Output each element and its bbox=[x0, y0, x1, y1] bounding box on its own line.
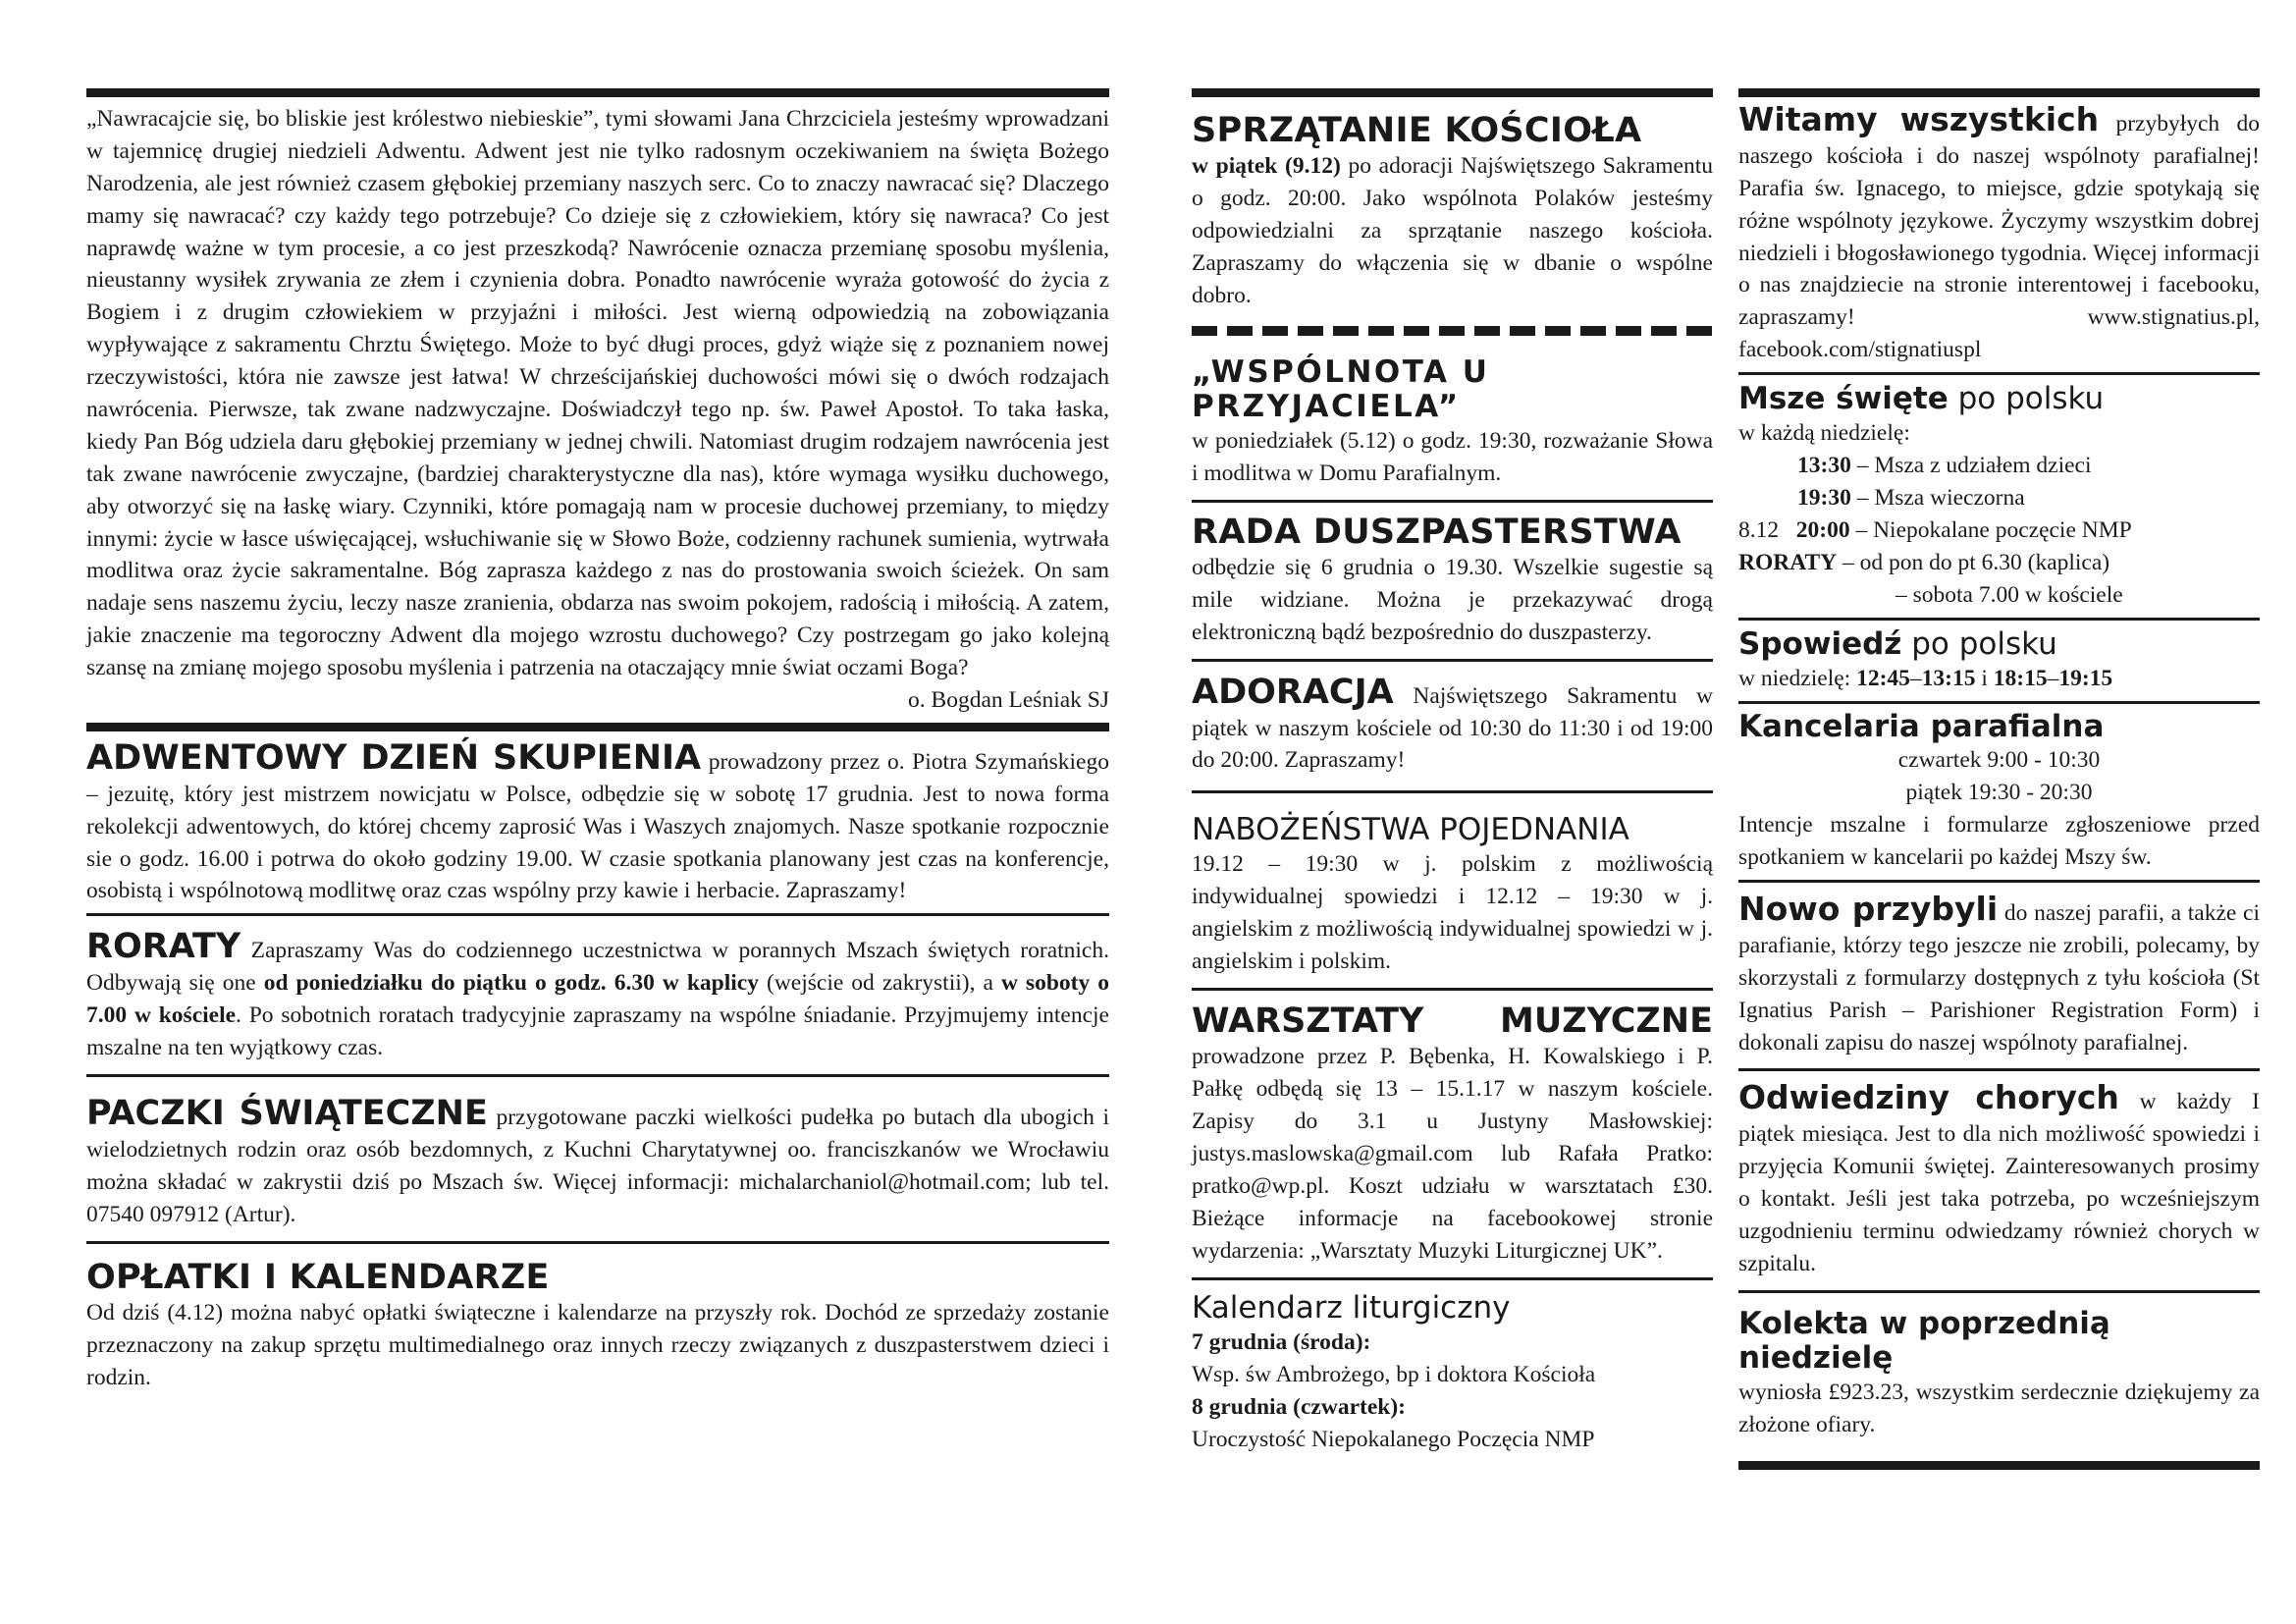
spowiedz-sep: – bbox=[1909, 665, 1922, 691]
rada-text: odbędzie się 6 grudnia o 19.30. Wszelkie sugestie są mile widziane. Można je przekazywać drogą elektroniczną bądź bezpośrednio do duszpasterzy. bbox=[1192, 555, 1713, 645]
warsztaty-section bbox=[1192, 1001, 1713, 1268]
warsztaty-heading: WARSZTATY MUZYCZNE bbox=[1192, 1001, 1713, 1041]
roraty-text: Zapraszamy Was do codziennego uczestnictwa w porannych Mszach świętych roratnich. Odbywają się one bbox=[86, 938, 1109, 997]
witamy-text: przybyłych do naszego kościoła i do naszej wspólnoty parafialnej! Parafia św. Ignacego, to miejsce, gdzie spotykają się różne wspólnoty językowe. Życzymy wszystkim dobrej niedzieli i błogosławionego tygodnia. Więcej informacji o nas znajdziecie na stronie interentowej i facebooku, zapraszamy! www.stignatius.pl, facebook.com/stignatiuspl bbox=[1738, 111, 2260, 363]
sprzatanie-date: w piątek (9.12) bbox=[1192, 153, 1341, 180]
msze-roraty-label: RORATY bbox=[1738, 549, 1838, 575]
msze-heading-rest: po polsku bbox=[1948, 381, 2105, 417]
spowiedz-pre: w niedzielę: bbox=[1738, 665, 1857, 691]
rada-heading: RADA DUSZPASTERSTWA bbox=[1192, 512, 1682, 552]
msze-desc: – Niepokalane poczęcie NMP bbox=[1849, 516, 2132, 543]
msze-line: – sobota 7.00 w kościele bbox=[1896, 581, 2123, 608]
wspolnota-heading: „WSPÓLNOTA U PRZYJACIELA” bbox=[1192, 353, 1490, 425]
oplatki-text: Od dziś (4.12) można nabyć opłatki świąteczne i kalendarze na przyszły rok. Dochód ze sprzedaży zostanie przeznaczony na zakup sprzętu multimedialnego oraz innych rzeczy związanych z duszpasterstwem dzieci i rodzin. bbox=[86, 1299, 1109, 1390]
kancelaria-hours-1: czwartek 9:00 - 10:30 bbox=[1897, 747, 2101, 774]
bottom-rule bbox=[1738, 1461, 2260, 1470]
spowiedz-and: i bbox=[1975, 665, 1994, 691]
spowiedz-sep: – bbox=[2047, 665, 2059, 691]
paczki-text: przygotowane paczki wielkości pudełka po butach dla ubogich i wielodzietnych rodzin oraz osób bezdomnych, z Kuchni Charytatywnej oo. franciszkanów we Wrocławiu można składać w zakrystii dziś po Mszach św. Więcej informacji: michalarchaniol@hotmail.com; lub tel. 07540 097912 (Artur). bbox=[86, 1104, 1109, 1227]
spowiedz-time: 18:15 bbox=[1993, 665, 2048, 691]
msze-line: w każdą niedzielę: bbox=[1738, 420, 1910, 447]
kalendarz-heading: Kalendarz liturgiczny bbox=[1192, 1289, 1511, 1326]
section-rule bbox=[86, 723, 1109, 731]
spowiedz-time: 19:15 bbox=[2058, 665, 2113, 691]
odwiedziny-section bbox=[1738, 1078, 2260, 1279]
sprzatanie-text bbox=[1192, 150, 1713, 311]
paczki-section bbox=[86, 1093, 1109, 1231]
spowiedz-times bbox=[1738, 663, 2260, 695]
adwentowy-heading: ADWENTOWY DZIEŃ SKUPIENIA bbox=[86, 737, 702, 778]
odwiedziny-text: w każdy I piątek miesiąca. Jest to dla nich możliwość spowiedzi i przyjęcia Komunii świętej. Zainteresowanych prosimy o kontakt. Jeśli jest taka potrzeba, po wcześniejszym uzgodnieniu terminu odwiedzamy również chorych w szpitalu. bbox=[1738, 1089, 2260, 1276]
oplatki-heading: OPŁATKI I KALENDARZE bbox=[86, 1257, 550, 1297]
kancelaria-heading: Kancelaria parafialna bbox=[1738, 708, 2105, 744]
msze-desc: – Msza wieczorna bbox=[1850, 485, 2025, 512]
roraty-text: (wejście od zakrystii), a bbox=[758, 970, 1001, 997]
kancelaria-hours-2: piątek 19:30 - 20:30 bbox=[1905, 780, 2093, 806]
adoracja-section bbox=[1192, 672, 1713, 778]
middle-column bbox=[1192, 88, 1713, 1455]
nabozenstwa-text: 19.12 – 19:30 w j. polskim z możliwością indywidualnej spowiedzi i 12.12 – 19:30 w j. angielskim z możliwością indywidualnej spowiedzi w j. angielskim i polskim. bbox=[1192, 851, 1713, 974]
nowo-text: do naszej parafii, a także ci parafianie, którzy tego jeszcze nie zrobili, polecamy, by skorzystali z formularzy dostępnych z tyłu kościoła (St Ignatius Parish – Parishioner Registration Form) i dokonali zapisu do naszej wspólnoty parafialnej. bbox=[1738, 899, 2261, 1056]
spowiedz-heading-rest: po polsku bbox=[1901, 625, 2057, 662]
left-column bbox=[86, 88, 1109, 1393]
top-rule bbox=[1738, 88, 2260, 97]
roraty-text: . Po sobotnich roratach tradycyjnie zapraszamy na wspólne śniadanie. Przyjmujemy intencje mszalne na ten wyjątkowy czas. bbox=[86, 1002, 1109, 1061]
adwent-reflection: „Nawracajcie się, bo bliskie jest królestwo niebieskie”, tymi słowami Jana Chrzciciela jesteśmy wprowadzani w tajemnicę drugiej niedzieli Adwentu. Adwent jest nie tylko radosnym oczekiwaniem na święta Bożego Narodzenia, ale jest również czasem głębokiej przemiany naszych serc. Co to znaczy nawracać się? Dlaczego mamy się nawracać? czy każdy tego potrzebuje? Co dzieje się z człowiekiem, który się nawraca? Co jest naprawdę ważne w tym procesie, a co jest przeszkodą? Nawrócenie oznacza przemianę sposobu myślenia, nieustanny wysiłek zrywania ze złem i czynienia dobra. Ponadto nawrócenie wyraża gotowość do życia z Bogiem i z drugim człowiekiem w przyjaźni i miłości. Jest wierną odpowiedzią na zobowiązania wypływające z sakramentu Chrztu Świętego. Może to być długi proces, gdyż wiąże się z poznaniem nowej rzeczywistości, która nie zawsze jest łatwa! W chrześcijańskiej duchowości mówi się o dwóch rodzajach nawrócenia. Pierwsze, tak zwane nadzwyczajne. Doświadczył tego np. św. Paweł Apostoł. To taka łaska, kiedy Pan Bóg udziela daru głębokiej przemiany w jednej chwili. Natomiast drugim rodzajem nawrócenia jest tak zwane nawrócenie zwyczajne, (bardziej charakterystyczne dla nas), które wymaga wysiłku duchowego, aby otworzyć się na łaskę wiary. Czynniki, które pomagają nam w procesie duchowej przemiany, to między innymi: życie w łasce uświęcającej, wsłuchiwanie się w Słowo Boże, codzienny rachunek sumienia, wytrwała modlitwa oraz życie sakramentalne. Bóg zaprasza każdego z nas do prostowania swoich ścieżek. On sam nadaje sens naszemu życiu, leczy nasze zranienia, obdarza nas swoim pokojem, radością i miłością. A zatem, jakie znaczenie ma tegoroczny Adwent dla mojego wzrostu duchowego? Czy postrzegam go jako kolejną szansę na zmianę mojego sposobu myślenia i patrzenia na otaczający mnie świat oczami Boga? bbox=[86, 106, 1109, 681]
msze-desc: – Msza z udziałem dzieci bbox=[1850, 453, 2092, 479]
sprzatanie-heading: SPRZĄTANIE KOŚCIOŁA bbox=[1192, 111, 1642, 150]
msze-time: 19:30 bbox=[1797, 485, 1851, 512]
witamy-heading: Witamy wszystkich bbox=[1738, 100, 2100, 138]
nowo-section bbox=[1738, 889, 2261, 1058]
msze-heading-bold: Msze święte bbox=[1738, 381, 1949, 417]
msze-heading bbox=[1738, 381, 2260, 417]
witamy-section bbox=[1738, 100, 2260, 366]
kolekta-heading: Kolekta w poprzednią niedzielę bbox=[1738, 1305, 2110, 1377]
adwentowy-section bbox=[86, 737, 1109, 907]
adoracja-text: Najświętszego Sakramentu w piątek w naszym kościele od 10:30 do 11:30 i od 19:00 do 20:00. Zapraszamy! bbox=[1192, 682, 1713, 774]
msze-desc: – od pon do pt 6.30 (kaplica) bbox=[1837, 549, 2110, 575]
nabozenstwa-heading: NABOŻEŃSTWA POJEDNANIA bbox=[1192, 812, 1629, 848]
kalendarz-date-1: 7 grudnia (środa): bbox=[1192, 1328, 1371, 1355]
odwiedziny-heading: Odwiedziny chorych bbox=[1738, 1078, 2119, 1117]
top-rule bbox=[86, 88, 1109, 97]
kalendarz-event-2: Uroczystość Niepokalanego Poczęcia NMP bbox=[1192, 1426, 1595, 1452]
msze-time: 20:00 bbox=[1795, 516, 1850, 543]
warsztaty-text: prowadzone przez P. Bębenka, H. Kowalskiego i P. Pałkę odbędą się 13 – 15.1.17 w naszym kościele. Zapisy do 3.1 u Justyny Masłowskiej: justys.maslowska@gmail.com lub Rafała Pratko: pratko@wp.pl. Koszt udziału w warsztatach £30. Bieżące informacje na facebookowej stronie wydarzenia: „Warsztaty Muzyki Liturgicznej UK”. bbox=[1192, 1044, 1713, 1264]
adoracja-heading: ADORACJA bbox=[1192, 672, 1394, 712]
dashed-rule bbox=[1192, 326, 1713, 336]
sprzatanie-body: po adoracji Najświętszego Sakramentu o godz. 20:00. Jako wspólnota Polaków jesteśmy odpowiedzialni za sprzątanie naszego kościoła. Zapraszamy do włączenia się w dbanie o wspólne dobro. bbox=[1192, 153, 1713, 308]
adwentowy-text: prowadzony przez o. Piotra Szymańskiego – jezuitę, który jest mistrzem nowicjatu w Polsce, odbędzie się w sobotę 17 grudnia. Jest to nowa forma rekolekcji adwentowych, do której chcemy zaprosić Was i Waszych znajomych. Nasze spotkanie rozpocznie sie o godz. 16.00 i potrwa do około godziny 19.00. W czasie spotkania planowany jest czas na konferencje, osobistą i wspólnotową modlitwę oraz czas wspólny przy kawie i herbacie. Zapraszamy! bbox=[86, 748, 1109, 904]
paczki-heading: PACZKI ŚWIĄTECZNE bbox=[86, 1093, 488, 1133]
kalendarz-event-1: Wsp. św Ambrożego, bp i doktora Kościoła bbox=[1192, 1361, 1596, 1387]
kalendarz-date-2: 8 grudnia (czwartek): bbox=[1192, 1393, 1406, 1420]
roraty-weekday-time: od poniedziałku do piątku o godz. 6.30 w kaplicy bbox=[263, 970, 759, 997]
msze-date: 8.12 bbox=[1738, 516, 1780, 543]
right-column bbox=[1738, 88, 2260, 1470]
kancelaria-text: Intencje mszalne i formularze zgłoszeniowe przed spotkaniem w kancelarii po każdej Mszy św. bbox=[1738, 812, 2260, 871]
roraty-saturday-time: w soboty o 7.00 w kościele bbox=[86, 970, 1109, 1029]
kolekta-text: wyniosła £923.23, wszystkim serdecznie dziękujemy za złożone ofiary. bbox=[1738, 1380, 2260, 1437]
spowiedz-heading bbox=[1738, 626, 2260, 663]
spowiedz-heading-bold: Spowiedź bbox=[1738, 625, 1902, 662]
roraty-heading: RORATY bbox=[86, 927, 241, 967]
spowiedz-time: 13:15 bbox=[1921, 665, 1976, 691]
roraty-section bbox=[86, 927, 1109, 1064]
nowo-heading: Nowo przybyli bbox=[1738, 889, 1999, 928]
spowiedz-time: 12:45 bbox=[1856, 665, 1910, 691]
author-signature: o. Bogdan Leśniak SJ bbox=[908, 687, 1109, 714]
msze-schedule bbox=[1738, 417, 2260, 611]
top-rule bbox=[1192, 88, 1713, 97]
msze-time: 13:30 bbox=[1797, 453, 1851, 479]
wspolnota-text: w poniedziałek (5.12) o godz. 19:30, rozważanie Słowa i modlitwa w Domu Parafialnym. bbox=[1192, 427, 1713, 486]
